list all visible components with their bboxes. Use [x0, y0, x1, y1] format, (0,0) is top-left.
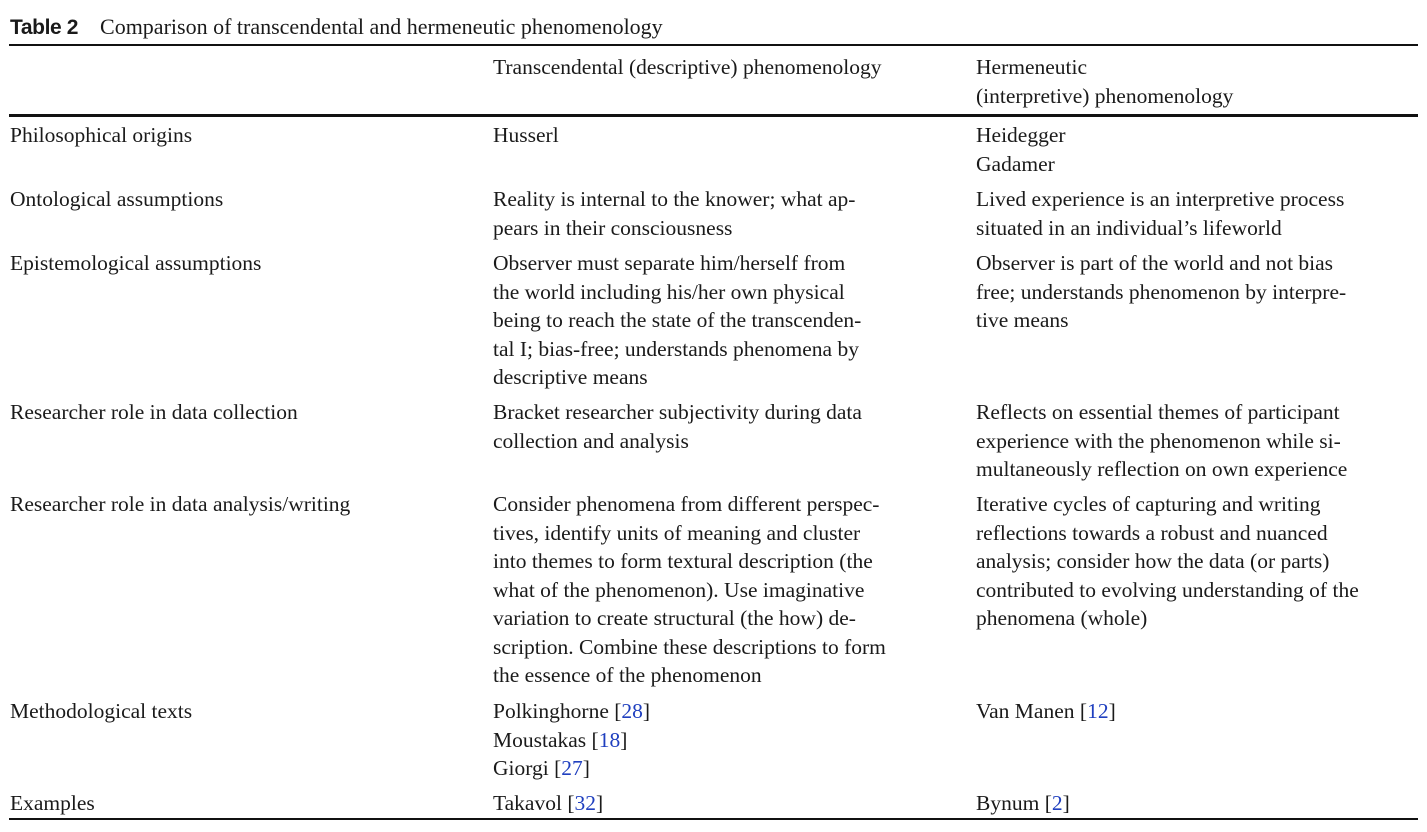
- cell-hermeneutic-origins: [976, 121, 1066, 178]
- cell-line: multaneously reflection on own experience: [976, 457, 1348, 481]
- row-label-ontological-assumptions: Ontological assumptions: [10, 187, 224, 211]
- citation-link[interactable]: 27: [561, 756, 583, 780]
- cell-line: Reality is internal to the knower; what ap-: [493, 187, 856, 211]
- cell-line: Consider phenomena from different perspec-: [493, 492, 880, 516]
- cell-hermeneutic-texts: [976, 697, 1116, 726]
- citation: Takavol [32]: [493, 791, 604, 815]
- cell-line: into themes to form textural description (the: [493, 549, 873, 573]
- cell-hermeneutic-ontological: [976, 185, 1344, 242]
- row-label-epistemological-assumptions: Epistemological assumptions: [10, 251, 262, 275]
- cell-line: Observer must separate him/herself from: [493, 251, 846, 275]
- cell-line: analysis; consider how the data (or parts): [976, 549, 1330, 573]
- cell-transcendental-examples: [493, 789, 603, 818]
- cell-line: situated in an individual’s lifeworld: [976, 215, 1282, 240]
- cell-line: what of the phenomenon). Use imaginative: [493, 577, 865, 602]
- row-label-philosophical-origins: Philosophical origins: [10, 123, 193, 147]
- cell-hermeneutic-data-collection: [976, 398, 1347, 484]
- citation-link[interactable]: 28: [621, 699, 643, 723]
- cell-line: descriptive means: [493, 365, 648, 389]
- cell-line: Iterative cycles of capturing and writing: [976, 492, 1321, 516]
- header-hermeneutic-line: (interpretive) phenomenology: [976, 83, 1234, 108]
- cell-line: tive means: [976, 308, 1069, 332]
- citation-name: Van Manen: [976, 699, 1075, 723]
- citation-name: Polkinghorne: [493, 699, 609, 723]
- cell-line: the essence of the phenomenon: [493, 663, 762, 687]
- table-title: Comparison of transcendental and hermeneutic phenomenology: [100, 14, 663, 39]
- citation: Moustakas [18]: [493, 727, 628, 752]
- citation-name: Giorgi: [493, 756, 549, 780]
- cell-line: Heidegger: [976, 123, 1066, 147]
- citation-link[interactable]: 32: [574, 791, 596, 815]
- cell-line: Bracket researcher subjectivity during data: [493, 400, 862, 424]
- citation: Giorgi [27]: [493, 756, 590, 780]
- cell-line: being to reach the state of the transcenden-: [493, 308, 862, 332]
- cell-line: experience with the phenomenon while si-: [976, 428, 1341, 453]
- cell-hermeneutic-epistemological: [976, 249, 1346, 335]
- cell-hermeneutic-data-analysis: [976, 490, 1359, 633]
- citation-name: Bynum: [976, 791, 1040, 815]
- citation: Bynum [2]: [976, 791, 1070, 815]
- bottom-rule: [9, 818, 1418, 820]
- cell-hermeneutic-examples: [976, 789, 1070, 818]
- row-label-data-analysis: Researcher role in data analysis/writing: [10, 492, 351, 516]
- cell-line: collection and analysis: [493, 428, 689, 453]
- cell-line: tal I; bias-free; understands phenomena by: [493, 336, 859, 361]
- citation-link[interactable]: 2: [1051, 791, 1063, 815]
- header-transcendental: Transcendental (descriptive) phenomenology: [493, 55, 882, 79]
- cell-line: Observer is part of the world and not bias: [976, 251, 1334, 275]
- header-hermeneutic: [976, 53, 1233, 110]
- citation-link[interactable]: 18: [598, 727, 621, 752]
- cell-line: scription. Combine these descriptions to form: [493, 634, 886, 659]
- cell-line: the world including his/her own physical: [493, 279, 845, 304]
- row-label-data-collection: Researcher role in data collection: [10, 400, 298, 424]
- cell-line: free; understands phenomenon by interpre-: [976, 279, 1347, 304]
- cell-transcendental-data-analysis: [493, 490, 886, 690]
- citation-link[interactable]: 12: [1087, 699, 1109, 723]
- row-label-examples: Examples: [10, 791, 95, 815]
- cell-line: tives, identify units of meaning and cluster: [493, 520, 861, 545]
- cell-transcendental-epistemological: [493, 249, 861, 392]
- cell-line: Lived experience is an interpretive process: [976, 187, 1345, 211]
- cell-line: Gadamer: [976, 151, 1055, 176]
- citation-name: Takavol: [493, 791, 562, 815]
- cell-line: variation to create structural (the how) de-: [493, 606, 856, 630]
- header-hermeneutic-line: Hermeneutic: [976, 55, 1088, 79]
- cell-transcendental-ontological: [493, 185, 855, 242]
- cell-transcendental-texts: [493, 697, 650, 783]
- citation: Polkinghorne [28]: [493, 699, 651, 723]
- row-label-methodological-texts: Methodological texts: [10, 699, 193, 723]
- top-rule: [9, 44, 1418, 46]
- cell-line: Husserl: [493, 123, 559, 147]
- header-rule: [9, 114, 1418, 117]
- cell-line: contributed to evolving understanding of the: [976, 577, 1359, 602]
- citation: Van Manen [12]: [976, 699, 1116, 723]
- cell-line: phenomena (whole): [976, 606, 1148, 630]
- cell-transcendental-origins: [493, 121, 559, 150]
- table-caption: [10, 12, 663, 42]
- cell-line: Reflects on essential themes of participant: [976, 400, 1340, 424]
- cell-line: pears in their consciousness: [493, 215, 733, 240]
- citation-name: Moustakas: [493, 727, 587, 752]
- table-label: Table 2: [10, 16, 79, 39]
- cell-line: reflections towards a robust and nuanced: [976, 520, 1328, 545]
- cell-transcendental-data-collection: [493, 398, 862, 455]
